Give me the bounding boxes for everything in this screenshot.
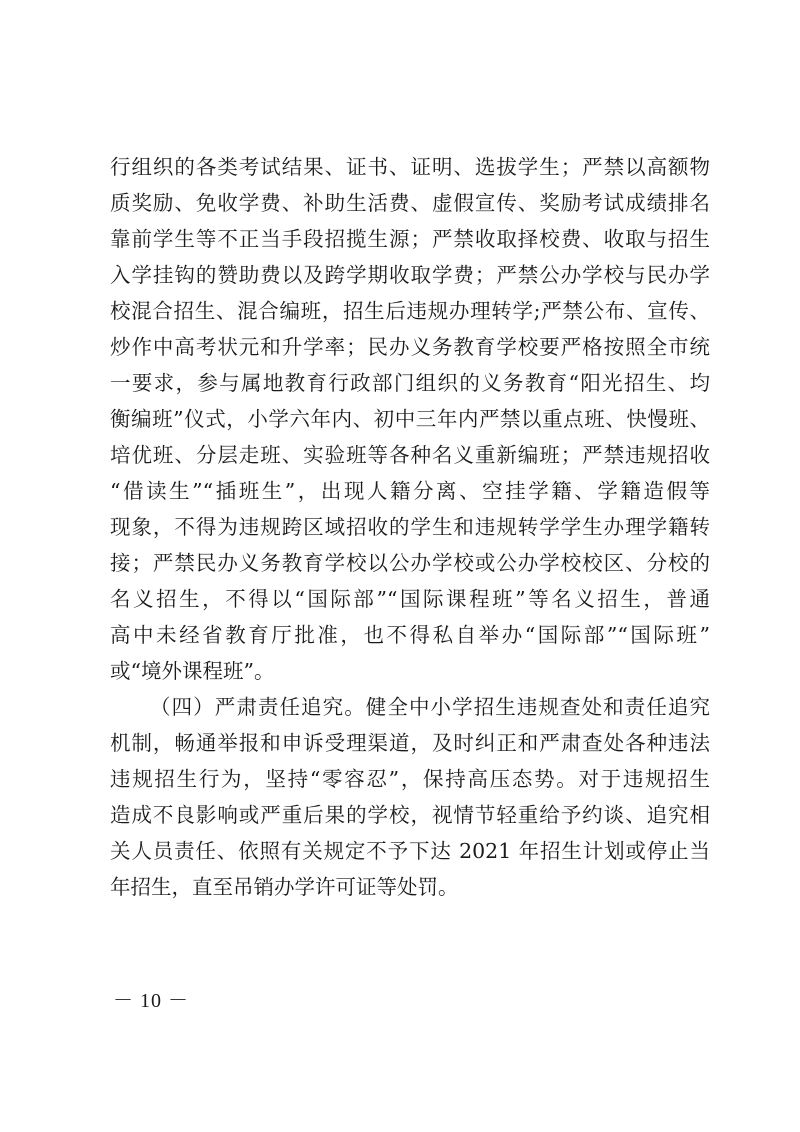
text-line: 高中未经省教育厅批准，也不得私自举办“国际部”“国际班” [110,623,710,647]
text-line: 年招生，直至吊销办学许可证等处罚。 [110,875,459,899]
text-line: 关人员责任、依照有关规定不予下达 2021 年招生计划或停止当 [110,839,710,863]
text-line: 行组织的各类考试结果、证书、证明、选拔学生；严禁以高额物 [110,155,710,179]
page-number: － 10 － [113,990,189,1012]
text-line: 现象，不得为违规跨区域招收的学生和违规转学学生办理学籍转 [110,515,710,539]
text-line: 接；严禁民办义务教育学校以公办学校或公办学校校区、分校的 [110,551,710,575]
text-line: 炒作中高考状元和升学率；民办义务教育学校要严格按照全市统 [110,335,710,359]
text-line: 入学挂钩的赞助费以及跨学期收取学费；严禁公办学校与民办学 [110,263,710,287]
text-line: 名义招生，不得以“国际部”“国际课程班”等名义招生，普通 [110,587,710,611]
text-line: 机制，畅通举报和申诉受理渠道，及时纠正和严肃查处各种违法 [110,731,710,755]
text-line: 违规招生行为，坚持“零容忍”，保持高压态势。对于违规招生 [110,767,710,791]
text-line: 造成不良影响或严重后果的学校，视情节轻重给予约谈、追究相 [110,803,710,827]
text-line: 衡编班”仪式，小学六年内、初中三年内严禁以重点班、快慢班、 [110,407,710,431]
text-line: 或“境外课程班”。 [110,659,275,683]
text-line: “借读生”“插班生”，出现人籍分离、空挂学籍、学籍造假等 [110,479,710,503]
text-line: 培优班、分层走班、实验班等各种名义重新编班；严禁违规招收 [110,443,710,467]
text-line: 质奖励、免收学费、补助生活费、虚假宣传、奖励考试成绩排名 [110,191,710,215]
body-text [110,149,710,905]
text-line: 靠前学生等不正当手段招揽生源；严禁收取择校费、收取与招生 [110,227,710,251]
text-line: 一要求，参与属地教育行政部门组织的义务教育“阳光招生、均 [110,371,710,395]
section-heading-line: （四）严肃责任追究。健全中小学招生违规查处和责任追究 [150,695,710,719]
text-line: 校混合招生、混合编班，招生后违规办理转学;严禁公布、宣传、 [110,299,710,323]
